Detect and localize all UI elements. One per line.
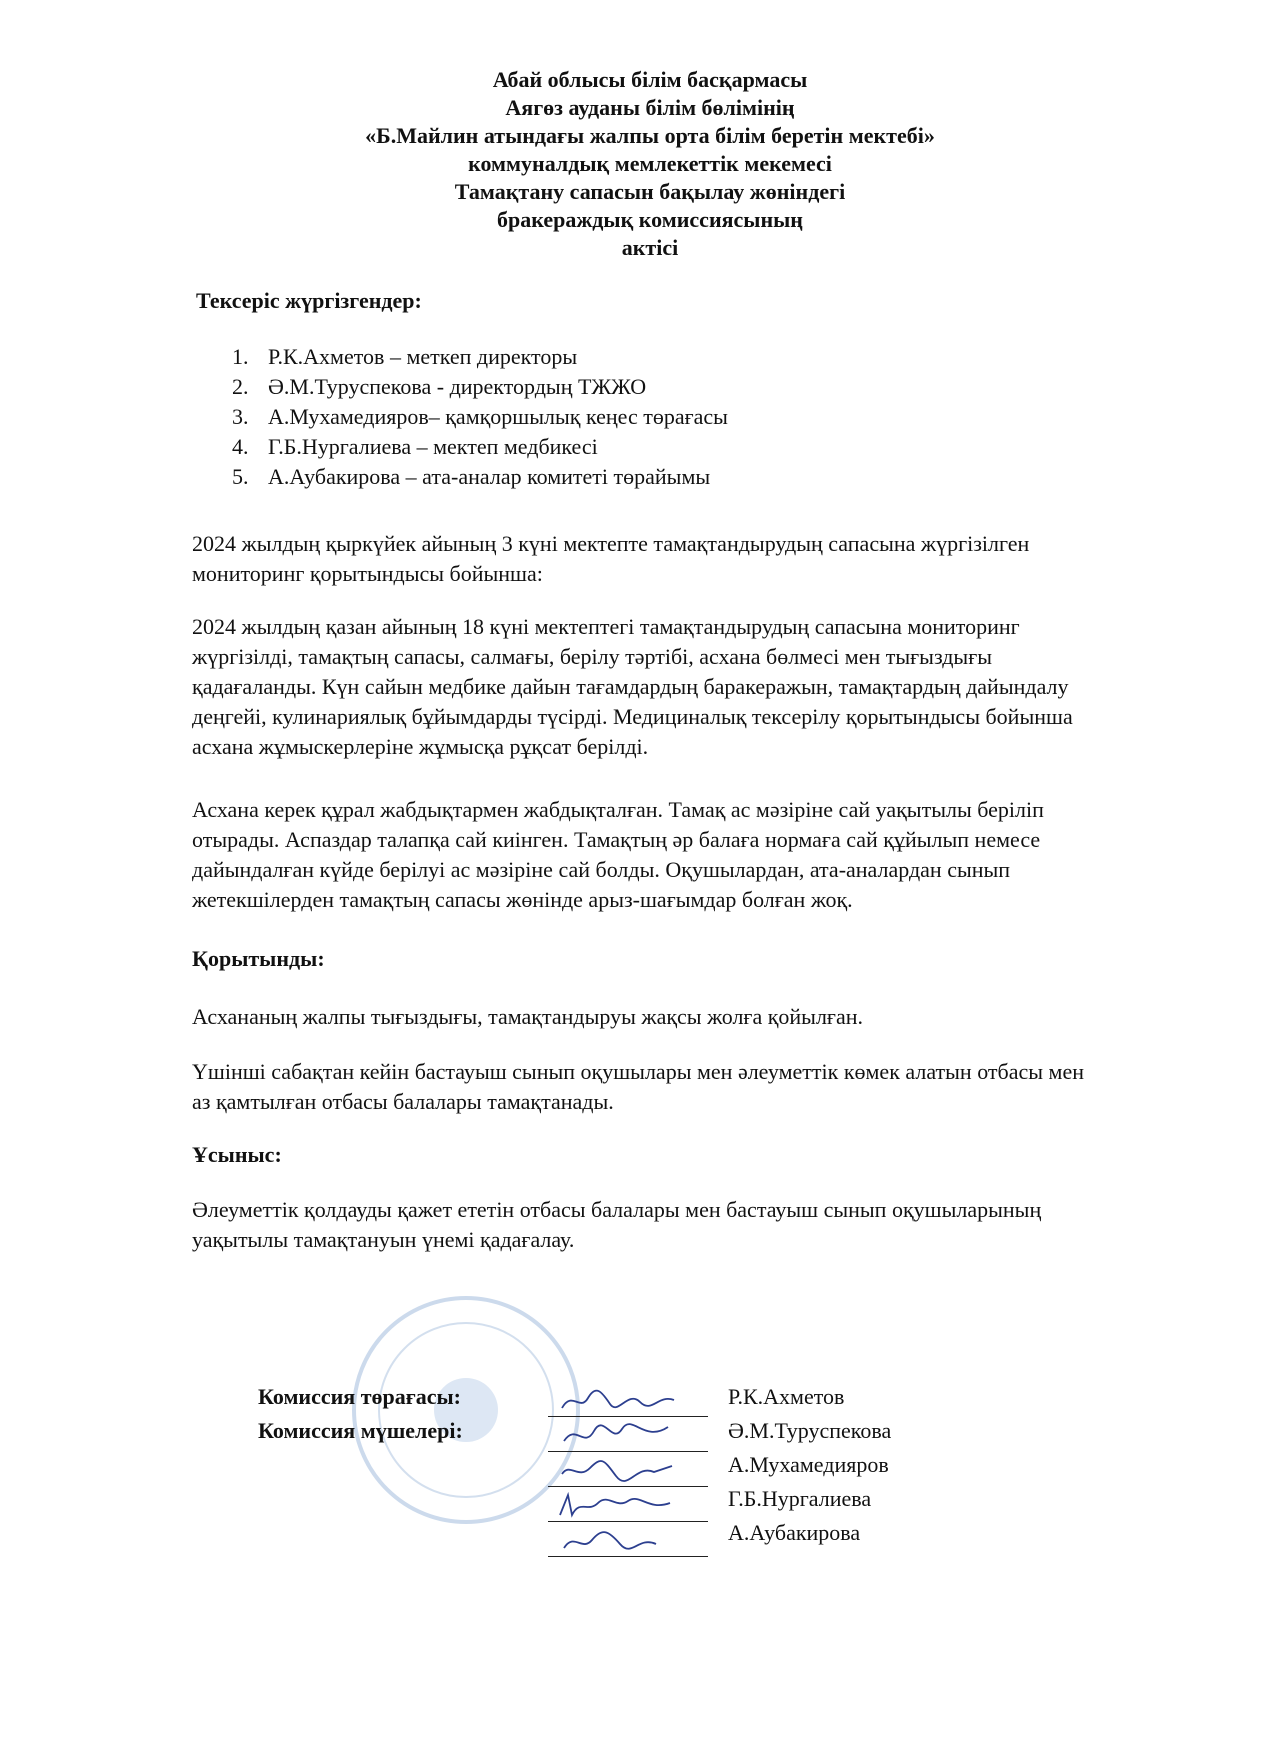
list-number: 3. <box>232 404 249 429</box>
text-line: Әлеуметтік қолдауды қажет ететін отбасы балалары мен бастауыш сынып оқушыларының <box>192 1197 1042 1222</box>
text-line: Асхананың жалпы тығыздығы, тамақтандыруы жақсы жолға қойылған. <box>192 1004 863 1029</box>
text-line: 2024 жылдың қыркүйек айының 3 күні мектепте тамақтандырудың сапасына жүргізілген <box>192 531 1030 556</box>
text-line: жетекшілерден тамақтың сапасы жөнінде арыз-шағымдар болған жоқ. <box>192 887 853 912</box>
list-text: А.Аубакирова – ата-аналар комитеті төрайымы <box>268 464 711 489</box>
text-line: уақытылы тамақтануын үнемі қадағалау. <box>192 1227 575 1252</box>
handwritten-signature <box>558 1489 678 1521</box>
signature-names <box>728 1380 891 1550</box>
text-line: жүргізілді, тамақтың сапасы, салмағы, берілу тәртібі, асхана бөлмесі мен тығыздығы <box>192 644 993 669</box>
header-line: коммуналдық мемлекеттік мекемесі <box>468 151 832 176</box>
conclusion-paragraph <box>192 1002 1232 1032</box>
handwritten-signature <box>558 1419 678 1451</box>
signature-line <box>548 1452 708 1487</box>
list-item <box>232 342 728 372</box>
handwritten-signature <box>558 1384 678 1416</box>
inspectors-heading: Тексеріс жүргізгендер: <box>196 288 422 313</box>
list-number: 4. <box>232 434 249 459</box>
text-line: деңгейі, кулинариялық бұйымдарды түсірді. Медициналық тексерілу қорытындысы бойынша <box>192 704 1073 729</box>
list-number: 2. <box>232 374 249 399</box>
intro-paragraph <box>192 529 1232 589</box>
signature-line <box>548 1382 708 1417</box>
text-line: Асхана керек құрал жабдықтармен жабдықталған. Тамақ ас мәзіріне сай уақытылы беріліп <box>192 797 1044 822</box>
handwritten-signature <box>558 1524 678 1556</box>
signature-line <box>548 1522 708 1557</box>
list-text: Ә.М.Туруспекова - директордың ТЖЖО <box>268 374 647 399</box>
conclusion-heading: Қорытынды: <box>192 946 325 971</box>
text-line: дайындалған күйде берілуі ас мәзіріне сай болды. Оқушылардан, ата-аналардан сынып <box>192 857 1011 882</box>
members-label: Комиссия мүшелері: <box>258 1418 463 1443</box>
list-item <box>232 432 728 462</box>
chair-label: Комиссия төрағасы: <box>258 1384 462 1409</box>
signer-name: А.Мухамедияров <box>728 1452 889 1477</box>
text-line: мониторинг қорытындысы бойынша: <box>192 561 543 586</box>
signer-name: А.Аубакирова <box>728 1520 861 1545</box>
header-line: Тамақтану сапасын бақылау жөніндегі <box>454 179 846 204</box>
list-number: 5. <box>232 464 249 489</box>
text-line: отырады. Аспаздар талапқа сай киінген. Тамақтың әр балаға нормаға сай құйылып немесе <box>192 827 1041 852</box>
signature-lines <box>548 1382 708 1557</box>
document-header <box>300 66 1000 262</box>
signer-name: Р.К.Ахметов <box>728 1384 845 1409</box>
list-item <box>232 372 728 402</box>
header-line: актісі <box>621 235 679 260</box>
list-item <box>232 462 728 492</box>
handwritten-signature <box>558 1454 678 1486</box>
header-line: «Б.Майлин атындағы жалпы орта білім беретін мектебі» <box>365 123 935 148</box>
signature-roles <box>258 1380 463 1448</box>
inspectors-list <box>232 342 728 492</box>
signature-line <box>548 1487 708 1522</box>
signature-line <box>548 1417 708 1452</box>
header-line: Аягөз ауданы білім бөлімінің <box>505 95 795 120</box>
recommendation-paragraph <box>192 1195 1232 1255</box>
text-line: аз қамтылған отбасы балалары тамақтанады. <box>192 1089 614 1114</box>
list-item <box>232 402 728 432</box>
text-line: 2024 жылдың қазан айының 18 күні мектептегі тамақтандырудың сапасына мониторинг <box>192 614 1020 639</box>
recommendation-heading: Ұсыныс: <box>192 1142 282 1167</box>
list-text: Г.Б.Нургалиева – мектеп медбикесі <box>268 434 598 459</box>
signer-name: Г.Б.Нургалиева <box>728 1486 872 1511</box>
canteen-paragraph <box>192 795 1232 915</box>
header-line: бракераждық комиссиясының <box>496 207 803 232</box>
text-line: қадағаланды. Күн сайын медбике дайын тағамдардың баракеражын, тамақтардың дайындалу <box>192 674 1069 699</box>
list-number: 1. <box>232 344 249 369</box>
conclusion-paragraph-2 <box>192 1057 1232 1117</box>
list-text: А.Мухамедияров– қамқоршылық кеңес төрағасы <box>268 404 728 429</box>
monitoring-paragraph <box>192 612 1232 762</box>
header-line: Абай облысы білім басқармасы <box>492 67 808 92</box>
text-line: Үшінші сабақтан кейін бастауыш сынып оқушылары мен әлеуметтік көмек алатын отбасы мен <box>192 1059 1084 1084</box>
signer-name: Ә.М.Туруспекова <box>728 1418 892 1443</box>
text-line: асхана жұмыскерлеріне жұмысқа рұқсат берілді. <box>192 734 649 759</box>
list-text: Р.К.Ахметов – меткеп директоры <box>268 344 578 369</box>
